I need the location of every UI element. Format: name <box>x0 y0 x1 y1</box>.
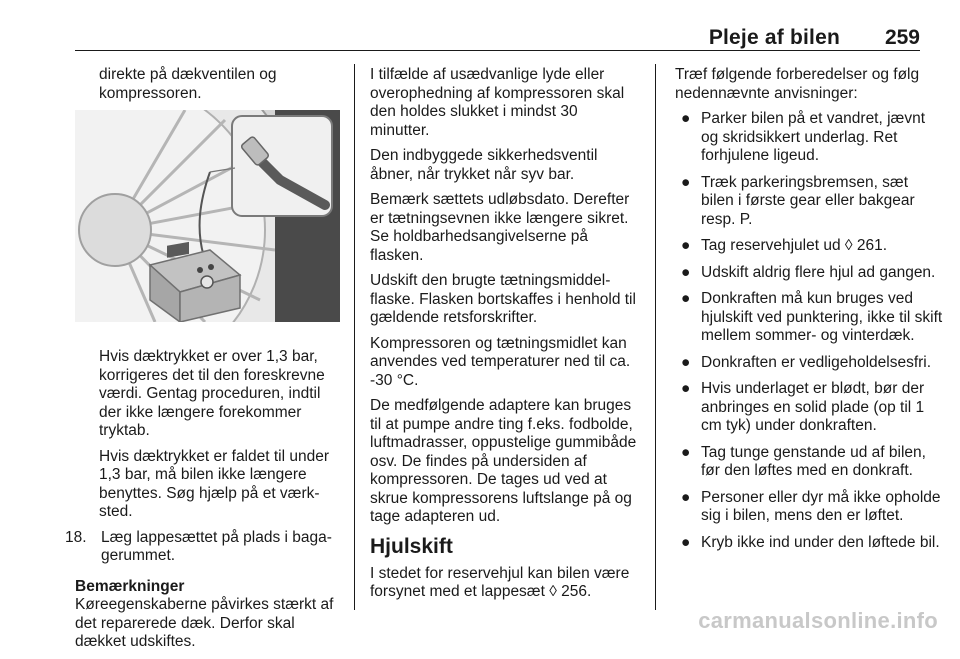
paragraph: Udskift den brugte tætningsmiddelflaske. Flasken bortskaffes i henhold til gældende retsforskrifter. <box>370 272 636 326</box>
step-number: 18. <box>65 528 87 546</box>
paragraph: Hvis dæktrykket er faldet til under 1,3 bar, må bilen ikke længere benyttes. Søg hjælp på et værksted. <box>99 447 330 520</box>
intro-text: Træf følgende forberedelser og følg nedennævnte anvisninger: <box>675 66 920 102</box>
paragraph: I tilfælde af usædvanlige lyde eller overophedning af kompressoren skal den holdes slukket i mindst 30 minutter. <box>370 66 625 139</box>
paragraph: Bemærk sættets udløbsdato. Derefter er tætningsevnen ikke længere sikret. Se holdbarhedsangivelserne på flasken. <box>370 191 630 264</box>
paragraph: De medfølgende adaptere kan bruges til at pumpe andre ting f.eks. fodbolde, luftmadrasser, oppustelige gummibåde osv. De findes på undersiden af kompressoren. De tages ud ved at skrue kompressorens luftslange på og tage adapteren ud. <box>370 397 637 525</box>
step-18 <box>65 528 340 566</box>
list-item-text: Kryb ikke ind under den løftede bil. <box>701 533 940 551</box>
list-item <box>675 354 945 373</box>
list-item-text: Personer eller dyr må ikke opholde sig i bilen, mens den er løftet. <box>701 488 941 524</box>
bullet-icon: ● <box>681 110 691 127</box>
list-item-text: Hvis underlaget er blødt, bør der anbringes en solid plade (op til 1 cm tyk) under donkraften. <box>701 380 925 434</box>
list-item-text: Donkraften er vedligeholdelsesfri. <box>701 353 932 371</box>
list-item-text: Tag reservehjulet ud ◊ 261. <box>701 237 888 254</box>
column-divider <box>655 64 656 610</box>
note-text: Køreegenskaberne påvirkes stærkt af det reparerede dæk. Derfor skal dækket udskiftes. <box>75 596 334 650</box>
list-item <box>675 174 945 230</box>
page-number: 259 <box>884 26 920 49</box>
paragraph: Den indbyggede sikkerhedsventil åbner, når trykket når syv bar. <box>370 147 598 183</box>
bullet-list <box>675 110 945 552</box>
bullet-icon: ● <box>681 380 691 397</box>
bullet-icon: ● <box>681 290 691 307</box>
bullet-icon: ● <box>681 237 691 254</box>
list-item <box>675 444 945 481</box>
list-item-text: Træk parkeringsbremsen, sæt bilen i første gear eller bakgear resp. P. <box>701 173 915 228</box>
list-item-text: Tag tunge genstande ud af bilen, før den løftes med en donkraft. <box>701 443 926 479</box>
column-divider <box>354 64 355 610</box>
paragraph: I stedet for reservehjul kan bilen være forsynet med et lappesæt ◊ 256. <box>370 564 630 600</box>
bullet-icon: ● <box>681 173 691 191</box>
page-header <box>75 26 920 51</box>
list-item <box>675 110 945 166</box>
bullet-icon: ● <box>681 353 691 371</box>
list-item-text: Parker bilen på et vandret, jævnt og skridsikkert underlag. Ret forhjulene ligeud. <box>701 110 926 164</box>
paragraph: Hvis dæktrykket er over 1,3 bar, korrigeres det til den foreskrevne værdi. Gentag proceduren, indtil der ikke længere forekommer tryktab. <box>99 348 325 439</box>
step-text: Læg lappesættet på plads i bagagerummet. <box>101 528 332 564</box>
paragraph: Kompressoren og tætningsmidlet kan anvendes ved temperaturer ned til ca. -30 °C. <box>370 334 631 389</box>
list-item-text: Donkraften må kun bruges ved hjulskift ved punktering, ikke til skift mellem sommer- og vinterdæk. <box>701 290 943 344</box>
column-2 <box>370 66 638 609</box>
watermark: carmanualsonline.info <box>698 608 938 633</box>
intro-text: direkte på dækventilen og kompressoren. <box>99 66 277 102</box>
note-block <box>75 578 340 652</box>
tire-compressor-illustration <box>75 110 340 322</box>
bullet-icon: ● <box>681 533 691 551</box>
bullet-icon: ● <box>681 443 691 461</box>
column-1 <box>65 66 340 659</box>
list-item <box>675 237 945 256</box>
list-item-text: Udskift aldrig flere hjul ad gangen. <box>701 263 936 281</box>
bullet-icon: ● <box>681 263 691 281</box>
list-item <box>675 264 945 283</box>
section-heading: Hjulskift <box>370 534 453 558</box>
column-3 <box>675 66 945 560</box>
list-item <box>675 534 945 553</box>
list-item <box>675 489 945 526</box>
note-title: Bemærkninger <box>75 577 185 595</box>
list-item <box>675 290 945 346</box>
page-title: Pleje af bilen <box>708 26 840 49</box>
bullet-icon: ● <box>681 488 691 506</box>
list-item <box>675 380 945 436</box>
